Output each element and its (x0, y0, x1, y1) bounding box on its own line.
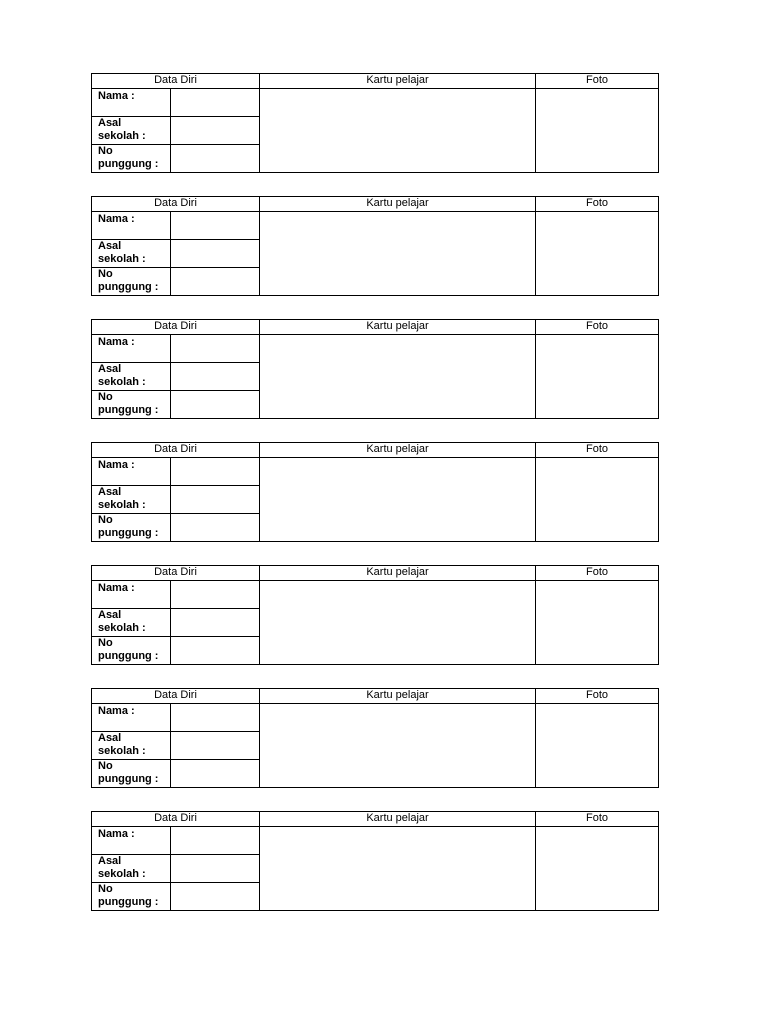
label-asal-sekolah (92, 240, 171, 268)
header-foto: Foto (536, 74, 659, 89)
kartu-pelajar-area[interactable] (260, 89, 536, 173)
foto-area[interactable] (536, 704, 659, 788)
label-asal-line1: Asal (98, 240, 122, 252)
label-asal-line1: Asal (98, 732, 122, 744)
header-data-diri: Data Diri (92, 812, 260, 827)
label-nama (92, 704, 171, 732)
label-nama (92, 335, 171, 363)
foto-area[interactable] (536, 458, 659, 542)
value-nama[interactable] (171, 581, 260, 609)
header-foto: Foto (536, 320, 659, 335)
header-foto: Foto (536, 197, 659, 212)
label-asal-line2: sekolah : (98, 499, 146, 511)
header-kartu-pelajar: Kartu pelajar (260, 812, 536, 827)
label-no-line2: punggung : (98, 281, 159, 293)
value-nama[interactable] (171, 827, 260, 855)
header-kartu-pelajar: Kartu pelajar (260, 689, 536, 704)
label-no-punggung (92, 883, 171, 911)
kartu-pelajar-area[interactable] (260, 212, 536, 296)
label-no-line1: No (98, 760, 113, 772)
label-no-line1: No (98, 145, 113, 157)
value-asal-sekolah[interactable] (171, 363, 260, 391)
student-form-3 (91, 319, 659, 419)
label-asal-line2: sekolah : (98, 622, 146, 634)
label-asal-sekolah (92, 117, 171, 145)
kartu-pelajar-area[interactable] (260, 704, 536, 788)
label-asal-sekolah (92, 732, 171, 760)
value-asal-sekolah[interactable] (171, 855, 260, 883)
label-asal-line1: Asal (98, 363, 122, 375)
label-asal-line1: Asal (98, 117, 122, 129)
label-no-punggung (92, 391, 171, 419)
label-asal-line2: sekolah : (98, 745, 146, 757)
value-asal-sekolah[interactable] (171, 486, 260, 514)
label-nama (92, 458, 171, 486)
value-asal-sekolah[interactable] (171, 117, 260, 145)
header-data-diri: Data Diri (92, 566, 260, 581)
header-data-diri: Data Diri (92, 320, 260, 335)
label-nama-text: Nama : (98, 90, 135, 102)
value-no-punggung[interactable] (171, 391, 260, 419)
label-no-punggung (92, 514, 171, 542)
label-no-line1: No (98, 637, 113, 649)
label-no-line1: No (98, 514, 113, 526)
label-nama-text: Nama : (98, 213, 135, 225)
label-asal-line1: Asal (98, 609, 122, 621)
student-form-5 (91, 565, 659, 665)
label-asal-sekolah (92, 363, 171, 391)
foto-area[interactable] (536, 335, 659, 419)
label-asal-line2: sekolah : (98, 130, 146, 142)
value-nama[interactable] (171, 458, 260, 486)
form-stack (91, 73, 658, 934)
header-data-diri: Data Diri (92, 197, 260, 212)
label-nama (92, 89, 171, 117)
kartu-pelajar-area[interactable] (260, 335, 536, 419)
value-no-punggung[interactable] (171, 145, 260, 173)
header-data-diri: Data Diri (92, 689, 260, 704)
header-foto: Foto (536, 689, 659, 704)
header-kartu-pelajar: Kartu pelajar (260, 566, 536, 581)
label-no-line1: No (98, 883, 113, 895)
label-no-line1: No (98, 268, 113, 280)
foto-area[interactable] (536, 581, 659, 665)
header-foto: Foto (536, 566, 659, 581)
label-nama (92, 581, 171, 609)
label-nama-text: Nama : (98, 582, 135, 594)
value-asal-sekolah[interactable] (171, 732, 260, 760)
value-no-punggung[interactable] (171, 268, 260, 296)
label-no-line2: punggung : (98, 773, 159, 785)
value-asal-sekolah[interactable] (171, 240, 260, 268)
label-asal-line2: sekolah : (98, 253, 146, 265)
header-data-diri: Data Diri (92, 74, 260, 89)
kartu-pelajar-area[interactable] (260, 827, 536, 911)
header-kartu-pelajar: Kartu pelajar (260, 443, 536, 458)
label-nama (92, 827, 171, 855)
header-kartu-pelajar: Kartu pelajar (260, 74, 536, 89)
label-no-punggung (92, 268, 171, 296)
label-nama (92, 212, 171, 240)
label-nama-text: Nama : (98, 828, 135, 840)
label-nama-text: Nama : (98, 705, 135, 717)
label-nama-text: Nama : (98, 336, 135, 348)
label-no-line2: punggung : (98, 650, 159, 662)
label-asal-sekolah (92, 855, 171, 883)
student-form-1 (91, 73, 659, 173)
label-asal-sekolah (92, 486, 171, 514)
label-asal-line1: Asal (98, 486, 122, 498)
label-asal-line1: Asal (98, 855, 122, 867)
label-no-punggung (92, 145, 171, 173)
student-form-6 (91, 688, 659, 788)
label-no-line1: No (98, 391, 113, 403)
label-no-line2: punggung : (98, 896, 159, 908)
value-no-punggung[interactable] (171, 637, 260, 665)
label-no-line2: punggung : (98, 404, 159, 416)
label-nama-text: Nama : (98, 459, 135, 471)
header-foto: Foto (536, 443, 659, 458)
header-foto: Foto (536, 812, 659, 827)
kartu-pelajar-area[interactable] (260, 581, 536, 665)
header-data-diri: Data Diri (92, 443, 260, 458)
value-nama[interactable] (171, 335, 260, 363)
label-asal-sekolah (92, 609, 171, 637)
label-no-punggung (92, 637, 171, 665)
foto-area[interactable] (536, 212, 659, 296)
value-no-punggung[interactable] (171, 883, 260, 911)
kartu-pelajar-area[interactable] (260, 458, 536, 542)
student-form-7 (91, 811, 659, 911)
foto-area[interactable] (536, 89, 659, 173)
student-form-4 (91, 442, 659, 542)
value-no-punggung[interactable] (171, 760, 260, 788)
label-no-punggung (92, 760, 171, 788)
label-asal-line2: sekolah : (98, 868, 146, 880)
student-form-2 (91, 196, 659, 296)
value-nama[interactable] (171, 704, 260, 732)
header-kartu-pelajar: Kartu pelajar (260, 197, 536, 212)
value-no-punggung[interactable] (171, 514, 260, 542)
value-nama[interactable] (171, 212, 260, 240)
label-no-line2: punggung : (98, 527, 159, 539)
value-nama[interactable] (171, 89, 260, 117)
label-no-line2: punggung : (98, 158, 159, 170)
header-kartu-pelajar: Kartu pelajar (260, 320, 536, 335)
value-asal-sekolah[interactable] (171, 609, 260, 637)
label-asal-line2: sekolah : (98, 376, 146, 388)
foto-area[interactable] (536, 827, 659, 911)
